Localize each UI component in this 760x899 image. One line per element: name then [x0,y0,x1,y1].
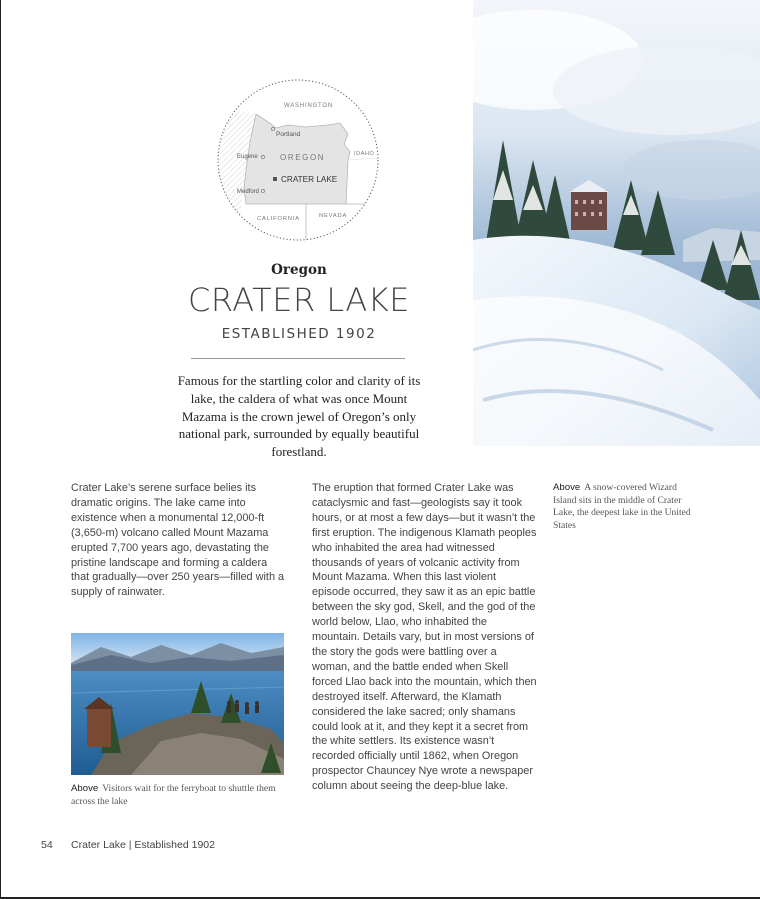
caption-label: Above [71,783,99,794]
running-footer: Crater Lake | Established 1902 [71,839,215,851]
map-label-california: CALIFORNIA [257,216,300,222]
map-label-medford: Medford [237,189,260,195]
page-edge-left [0,0,1,899]
body-column-2: The eruption that formed Crater Lake was cataclysmic and fast—geologists say it took hours, or at most a few days—but it wasn’t the first eruption. The indigenous Klamath peoples who inhabited the area had witnessed thousands of years of volcanic activity from Mount Mazama. When this last violent episode occurred, they saw it as an epic battle between the sky god, Skell, and the god of the world below, Llao, who inhabited the mountain. Details vary, but in most versions of the story the gods were battling over a woman, and the battle ended when Skell forced Llao back into the mountain, which then destroyed itself. Afterward, the Klamath considered the lake sacred; only shamans could look at it, and they kept it a secret from the white settlers. Its existence wasn’t recorded officially until 1862, when Oregon prospector Chauncey Nye wrote a newspaper column about seeing the deep-blue lake. [312,482,537,793]
page-number: 54 [41,839,53,851]
map-label-portland: Portland [276,131,301,138]
state-name: Oregon [271,262,327,278]
hero-photo-snowy-lodge [473,0,760,446]
map-label-oregon: OREGON [280,153,326,162]
caption-text: A snow-covered Wizard Island sits in the middle of Crater Lake, the deepest lake in the United States [553,482,691,531]
map-label-crater-lake: CRATER LAKE [281,175,338,184]
page-title: CRATER LAKE [187,281,410,319]
caption-label: Above [553,482,581,493]
map-label-nevada: NEVADA [319,213,348,219]
lake-photo-visitors [71,633,284,775]
caption-text: Visitors wait for the ferryboat to shuttle them across the lake [71,783,276,807]
crater-lake-marker [273,177,277,181]
established-subtitle: ESTABLISHED 1902 [221,326,377,342]
map-label-eugene: Eugene [237,154,258,160]
lake-photo-caption [71,783,283,808]
title-divider [191,358,405,359]
intro-paragraph: Famous for the startling color and clarity of its lake, the caldera of what was once Mount Mazama is the crown jewel of Oregon’s only national park, surrounded by equally beautiful forestland. [177,373,421,460]
oregon-map-graphic [216,78,380,242]
hero-caption [553,482,693,532]
body-column-1: Crater Lake’s serene surface belies its dramatic origins. The lake came into existence when a monumental 12,000-ft (3,650-m) volcano called Mount Mazama erupted 7,700 years ago, devastating the pristine landscape and forming a caldera that gradually—over 250 years—filled with a supply of rainwater. [71,482,285,599]
locator-map [216,78,380,242]
map-label-washington: WASHINGTON [284,103,334,109]
map-label-idaho: IDAHO [354,151,375,157]
